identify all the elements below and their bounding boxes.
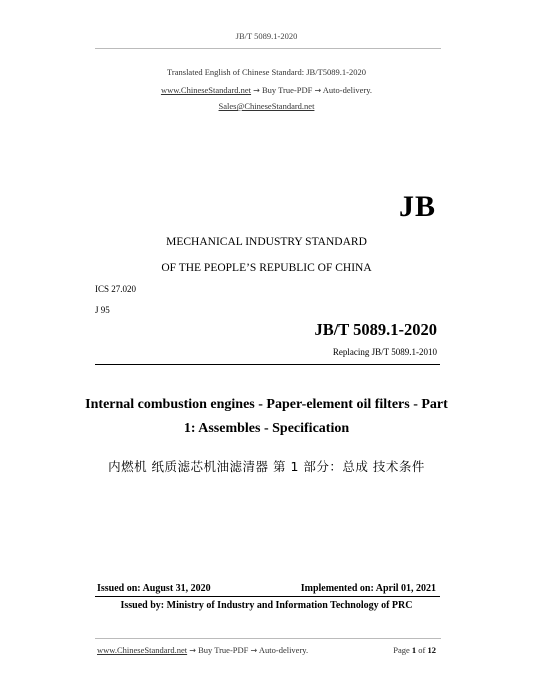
implemented-date: Implemented on: April 01, 2021 <box>300 583 436 594</box>
delivery-text: Auto-delivery. <box>322 85 373 95</box>
document-title-line1: Internal combustion engines - Paper-element oil filters - Part <box>85 397 448 412</box>
arrow-right-icon: → <box>250 646 258 655</box>
page-current: 1 <box>411 645 417 655</box>
arrow-right-icon: → <box>314 86 322 95</box>
issuer-rule <box>95 596 440 597</box>
footer-purchase-line <box>97 645 308 655</box>
replacing-note: Replacing JB/T 5089.1-2010 <box>332 347 437 357</box>
translation-notice: Translated English of Chinese Standard: JB/T5089.1-2020 <box>167 67 366 77</box>
site-link[interactable]: www.ChineseStandard.net <box>160 85 252 95</box>
page-label: Page <box>393 645 410 655</box>
footer-rule <box>95 638 441 639</box>
issued-date: Issued on: August 31, 2020 <box>97 583 211 594</box>
footer-buy-text: Buy True-PDF <box>198 645 249 655</box>
running-header: JB/T 5089.1-2020 <box>235 31 298 41</box>
email-line <box>0 101 533 111</box>
standard-mark: JB <box>398 190 436 223</box>
buy-text: Buy True-PDF <box>262 85 313 95</box>
chinese-title: 内燃机 纸质滤芯机油滤清器 第 1 部分：总成 技术条件 <box>108 459 425 474</box>
issuer: Issued by: Ministry of Industry and Information Technology of PRC <box>120 600 413 611</box>
arrow-right-icon: → <box>253 86 260 95</box>
standard-category-line1: MECHANICAL INDUSTRY STANDARD <box>166 236 367 248</box>
footer-site-link[interactable]: www.ChineseStandard.net <box>97 645 188 655</box>
document-title-line2: 1: Assembles - Specification <box>183 421 350 436</box>
page-total: 12 <box>427 645 436 655</box>
email-link[interactable]: Sales@ChineseStandard.net <box>218 101 315 111</box>
standard-category-line2: OF THE PEOPLE’S REPUBLIC OF CHINA <box>161 262 372 274</box>
header-rule <box>95 48 441 49</box>
purchase-line <box>0 85 533 95</box>
footer-delivery-text: Auto-delivery. <box>258 645 309 655</box>
arrow-right-icon: → <box>189 646 196 655</box>
page-indicator <box>393 645 436 655</box>
ics-code: ICS 27.020 <box>95 284 137 294</box>
standard-code: JB/T 5089.1-2020 <box>314 320 437 339</box>
title-rule <box>95 364 440 365</box>
page-of: of <box>418 645 426 655</box>
classification-code: J 95 <box>95 305 110 315</box>
